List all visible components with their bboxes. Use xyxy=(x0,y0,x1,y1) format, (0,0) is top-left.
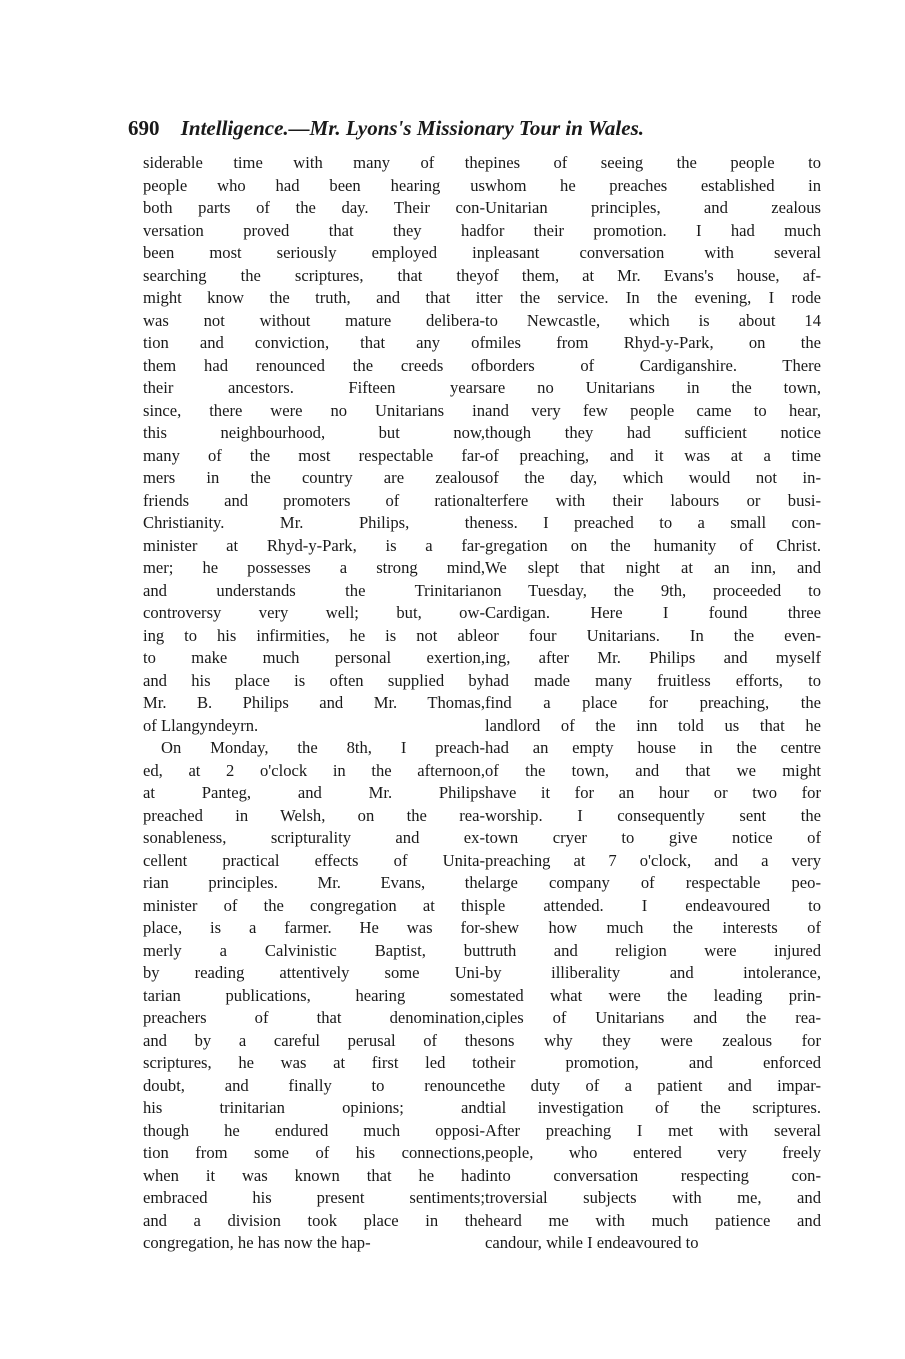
text-line: rian principles. Mr. Evans, the xyxy=(143,873,485,892)
text-line: and a division took place in the xyxy=(143,1210,485,1230)
text-line: and by a careful perusal of the xyxy=(143,1030,485,1050)
text-line: merly a Calvinistic Baptist, but xyxy=(143,940,485,960)
text-line: mer; he possesses a strong mind, xyxy=(143,558,485,577)
text-line: ing, after Mr. Philips and myself xyxy=(485,648,821,667)
text-line: his trinitarian opinions; and xyxy=(143,1098,485,1117)
text-line: miles from Rhyd-y-Park, on the xyxy=(485,333,821,352)
text-line: to Newcastle, which is about 14 xyxy=(485,310,821,330)
text-line: troversial subjects with me, and xyxy=(485,1188,821,1207)
text-line: of preaching, and it was at a time xyxy=(485,445,821,465)
text-line: landlord of the inn told us that he xyxy=(485,715,821,735)
text-line: their ancestors. Fifteen years xyxy=(143,378,485,397)
text-line: have it for an hour or two for xyxy=(485,783,821,802)
text-line: mers in the country are zealous xyxy=(143,468,485,487)
text-line: by illiberality and intolerance, xyxy=(485,963,821,982)
text-line: of them, at Mr. Evans's house, af- xyxy=(485,265,821,285)
text-line: both parts of the day. Their con- xyxy=(143,198,485,217)
text-line: of the day, which would not in- xyxy=(485,468,821,487)
text-line: since, there were no Unitarians in xyxy=(143,400,485,420)
text-line: tion and conviction, that any of xyxy=(143,333,485,352)
text-line: at Panteg, and Mr. Philips xyxy=(143,783,485,802)
text-line: when it was known that he had xyxy=(143,1165,485,1185)
text-line: the duty of a patient and impar- xyxy=(485,1075,821,1095)
text-line: are no Unitarians in the town, xyxy=(485,378,821,397)
text-line: though he endured much opposi- xyxy=(143,1120,485,1140)
text-line: ed, at 2 o'clock in the afternoon, xyxy=(143,760,485,780)
text-line: tial investigation of the scriptures. xyxy=(485,1098,821,1117)
text-line: shew how much the interests of xyxy=(485,918,821,937)
text-line: by reading attentively some Uni- xyxy=(143,963,485,982)
text-line: stated what were the leading prin- xyxy=(485,985,821,1005)
text-line: tarian publications, hearing some xyxy=(143,985,485,1005)
text-line: for their promotion. I had much xyxy=(485,220,821,240)
text-line: Cardigan. Here I found three xyxy=(485,603,821,622)
right-column xyxy=(485,152,821,1255)
text-line: scriptures, he was at first led to xyxy=(143,1053,485,1072)
text-line: terfere with their labours or busi- xyxy=(485,490,821,510)
text-line: people, who entered very freely xyxy=(485,1143,821,1162)
text-line: ter the service. In the evening, I rode xyxy=(485,288,821,307)
text-line: pines of seeing the people to xyxy=(485,153,821,172)
text-line: heard me with much patience and xyxy=(485,1210,821,1230)
text-line: large company of respectable peo- xyxy=(485,873,821,892)
text-line: controversy very well; but, ow- xyxy=(143,603,485,622)
text-line: many of the most respectable far- xyxy=(143,445,485,465)
text-line: tion from some of his connections, xyxy=(143,1143,485,1162)
page-number: 690 xyxy=(128,116,160,140)
text-line: and understands the Trinitarian xyxy=(143,580,485,600)
text-line: people who had been hearing us xyxy=(143,175,485,195)
text-line: this neighbourhood, but now, xyxy=(143,423,485,442)
text-line: After preaching I met with several xyxy=(485,1120,821,1140)
text-line: preachers of that denomination, xyxy=(143,1008,485,1027)
text-line: truth and religion were injured xyxy=(485,940,821,960)
text-line: been most seriously employed in xyxy=(143,243,485,262)
text-line: ness. I preached to a small con- xyxy=(485,513,821,532)
text-line: and very few people came to hear, xyxy=(485,400,821,420)
text-line: had made many fruitless efforts, to xyxy=(485,670,821,690)
text-line: doubt, and finally to renounce xyxy=(143,1075,485,1095)
text-line: embraced his present sentiments; xyxy=(143,1188,485,1207)
text-line: Christianity. Mr. Philips, the xyxy=(143,513,485,532)
text-line: and his place is often supplied by xyxy=(143,670,485,690)
text-line: place, is a farmer. He was for- xyxy=(143,918,485,937)
text-line: of Llangyndeyrn. xyxy=(143,715,259,735)
text-line: whom he preaches established in xyxy=(485,175,821,195)
text-line: their promotion, and enforced xyxy=(485,1053,821,1072)
text-line: on Tuesday, the 9th, proceeded to xyxy=(485,580,821,600)
text-line: ple attended. I endeavoured to xyxy=(485,895,821,915)
text-line: cellent practical effects of Unita- xyxy=(143,850,485,870)
text-line: find a place for preaching, the xyxy=(485,693,821,712)
text-line: preaching at 7 o'clock, and a very xyxy=(485,850,821,870)
text-line: borders of Cardiganshire. There xyxy=(485,355,821,375)
text-line: sons why they were zealous for xyxy=(485,1030,821,1050)
left-column xyxy=(143,152,485,1255)
text-line: Mr. B. Philips and Mr. Thomas, xyxy=(143,693,485,712)
text-line: preached in Welsh, on the rea- xyxy=(143,805,485,825)
text-line: searching the scriptures, that they xyxy=(143,265,485,285)
text-line: worship. I consequently sent the xyxy=(485,805,821,825)
text-line: candour, while I endeavoured to xyxy=(485,1233,699,1252)
running-header xyxy=(128,116,828,148)
running-title: Intelligence.—Mr. Lyons's Missionary Tour in Wales. xyxy=(180,116,645,140)
text-line: of the town, and that we might xyxy=(485,760,821,780)
text-line: minister at Rhyd-y-Park, is a far- xyxy=(143,535,485,555)
text-line: though they had sufficient notice xyxy=(485,423,821,442)
text-line: siderable time with many of the xyxy=(143,153,485,172)
text-line: or four Unitarians. In the even- xyxy=(485,625,821,645)
text-line: into conversation respecting con- xyxy=(485,1165,821,1185)
text-line: minister of the congregation at this xyxy=(143,895,485,915)
text-line: pleasant conversation with several xyxy=(485,243,821,262)
text-line: Unitarian principles, and zealous xyxy=(485,198,821,217)
text-line: versation proved that they had xyxy=(143,220,485,240)
text-line: friends and promoters of rational xyxy=(143,490,485,510)
text-line: had an empty house in the centre xyxy=(485,738,821,757)
text-line: gregation on the humanity of Christ. xyxy=(485,535,821,555)
text-line: sonableness, scripturality and ex- xyxy=(143,828,485,847)
text-line: ciples of Unitarians and the rea- xyxy=(485,1008,821,1027)
text-line: We slept that night at an inn, and xyxy=(485,558,821,577)
text-line: On Monday, the 8th, I preach- xyxy=(161,738,485,757)
text-line: town cryer to give notice of xyxy=(485,828,821,847)
text-line: was not without mature delibera- xyxy=(143,310,485,330)
text-line: to make much personal exertion, xyxy=(143,648,485,667)
text-line: ing to his infirmities, he is not able xyxy=(143,625,485,645)
text-line: might know the truth, and that it xyxy=(143,288,485,307)
text-line: them had renounced the creeds of xyxy=(143,355,485,375)
text-line: congregation, he has now the hap- xyxy=(143,1233,371,1252)
